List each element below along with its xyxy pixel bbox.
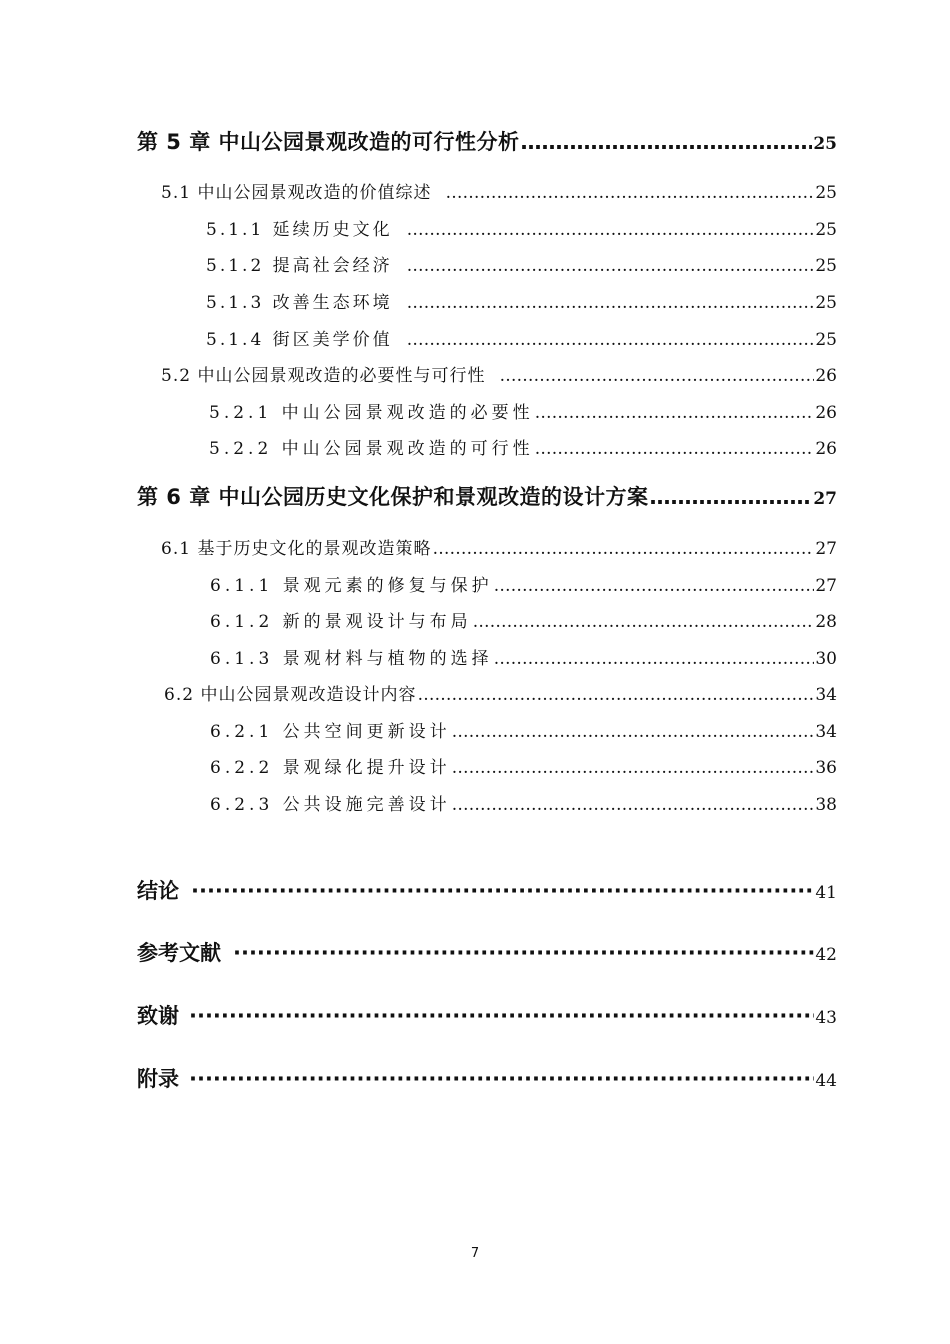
toc-leader-dots xyxy=(445,183,814,203)
toc-leader-dots xyxy=(650,485,813,509)
toc-subsection-6-2-1 xyxy=(210,717,837,742)
toc-leader-dots xyxy=(191,879,814,903)
toc-entry-page: 41 xyxy=(815,883,837,903)
toc-entry-page: 44 xyxy=(815,1071,837,1091)
toc-entry-title: 6.1 基于历史文化的景观改造策略 xyxy=(161,539,432,559)
toc-entry-page: 42 xyxy=(815,945,837,965)
toc-leader-dots xyxy=(494,649,815,669)
toc-leader-dots xyxy=(189,1004,814,1028)
toc-subsection-5-2-1 xyxy=(209,398,837,423)
toc-leader-dots xyxy=(452,758,815,778)
toc-entry-title: 5.1 中山公园景观改造的价值综述 xyxy=(161,183,432,203)
toc-entry-page: 25 xyxy=(815,293,837,313)
toc-entry-page: 28 xyxy=(815,612,837,632)
toc-section-5-1 xyxy=(161,178,837,203)
toc-subsection-6-2-3 xyxy=(210,790,837,815)
toc-leader-dots xyxy=(521,130,813,154)
toc-entry-title: 5.2 中山公园景观改造的必要性与可行性 xyxy=(161,366,486,386)
toc-entry-title: 结论 xyxy=(137,879,179,903)
toc-leader-dots xyxy=(535,439,815,459)
toc-entry-page: 26 xyxy=(815,439,837,459)
toc-entry-page: 26 xyxy=(815,403,837,423)
toc-entry-title: 6.2.3 公共设施完善设计 xyxy=(210,795,451,815)
toc-section-6-2 xyxy=(164,680,837,705)
toc-entry-title: 6.2 中山公园景观改造设计内容 xyxy=(164,685,417,705)
page-number: 7 xyxy=(470,1246,480,1261)
toc-entry-page: 26 xyxy=(815,366,837,386)
toc-entry-page: 25 xyxy=(815,220,837,240)
toc-entry-title: 5.2.2 中山公园景观改造的可行性 xyxy=(209,439,534,459)
toc-leader-dots xyxy=(432,539,814,559)
toc-chapter-5 xyxy=(137,126,837,156)
toc-entry-page: 30 xyxy=(815,649,837,669)
toc-entry-page: 25 xyxy=(815,330,837,350)
toc-acknowledgements xyxy=(137,1000,837,1030)
toc-subsection-5-2-2 xyxy=(209,434,837,459)
toc-entry-title: 参考文献 xyxy=(137,941,221,965)
toc-leader-dots xyxy=(189,1067,814,1091)
toc-leader-dots xyxy=(407,220,815,240)
toc-subsection-6-1-2 xyxy=(210,607,837,632)
toc-leader-dots xyxy=(499,366,814,386)
toc-subsection-5-1-1 xyxy=(206,215,837,240)
toc-entry-title: 第 5 章 中山公园景观改造的可行性分析 xyxy=(137,130,520,154)
toc-section-6-1 xyxy=(161,534,837,559)
toc-entry-title: 5.1.4 街区美学价值 xyxy=(206,330,393,350)
toc-subsection-6-2-2 xyxy=(210,753,837,778)
toc-leader-dots xyxy=(407,293,815,313)
toc-entry-title: 6.2.2 景观绿化提升设计 xyxy=(210,758,451,778)
toc-leader-dots xyxy=(452,722,815,742)
toc-entry-page: 27 xyxy=(815,539,837,559)
toc-entry-title: 6.2.1 公共空间更新设计 xyxy=(210,722,451,742)
toc-section-5-2 xyxy=(161,361,837,386)
toc-leader-dots xyxy=(407,330,815,350)
toc-leader-dots xyxy=(473,612,815,632)
toc-leader-dots xyxy=(452,795,815,815)
toc-entry-title: 6.1.3 景观材料与植物的选择 xyxy=(210,649,493,669)
toc-appendix xyxy=(137,1063,837,1093)
toc-entry-title: 致谢 xyxy=(137,1004,179,1028)
toc-entry-page: 27 xyxy=(815,576,837,596)
toc-leader-dots xyxy=(233,941,814,965)
toc-entry-page: 34 xyxy=(815,685,837,705)
toc-entry-title: 5.2.1 中山公园景观改造的必要性 xyxy=(209,403,534,423)
toc-entry-title: 第 6 章 中山公园历史文化保护和景观改造的设计方案 xyxy=(137,485,649,509)
toc-leader-dots xyxy=(494,576,815,596)
toc-leader-dots xyxy=(407,256,815,276)
toc-references xyxy=(137,937,837,967)
toc-entry-page: 27 xyxy=(813,489,837,509)
toc-subsection-5-1-2 xyxy=(206,251,837,276)
toc-subsection-6-1-3 xyxy=(210,644,837,669)
toc-entry-page: 25 xyxy=(815,183,837,203)
toc-entry-title: 6.1.1 景观元素的修复与保护 xyxy=(210,576,493,596)
toc-entry-title: 附录 xyxy=(137,1067,179,1091)
toc-entry-title: 5.1.1 延续历史文化 xyxy=(206,220,393,240)
toc-entry-title: 5.1.2 提高社会经济 xyxy=(206,256,393,276)
toc-entry-title: 6.1.2 新的景观设计与布局 xyxy=(210,612,472,632)
toc-entry-page: 25 xyxy=(815,256,837,276)
toc-entry-page: 34 xyxy=(815,722,837,742)
toc-leader-dots xyxy=(535,403,815,423)
toc-subsection-5-1-4 xyxy=(206,325,837,350)
toc-entry-title: 5.1.3 改善生态环境 xyxy=(206,293,393,313)
toc-leader-dots xyxy=(417,685,814,705)
toc-chapter-6 xyxy=(137,481,837,511)
toc-entry-page: 25 xyxy=(813,134,837,154)
toc-entry-page: 43 xyxy=(815,1008,837,1028)
toc-subsection-6-1-1 xyxy=(210,571,837,596)
toc-entry-page: 38 xyxy=(815,795,837,815)
toc-subsection-5-1-3 xyxy=(206,288,837,313)
toc-entry-page: 36 xyxy=(815,758,837,778)
toc-conclusion xyxy=(137,875,837,905)
